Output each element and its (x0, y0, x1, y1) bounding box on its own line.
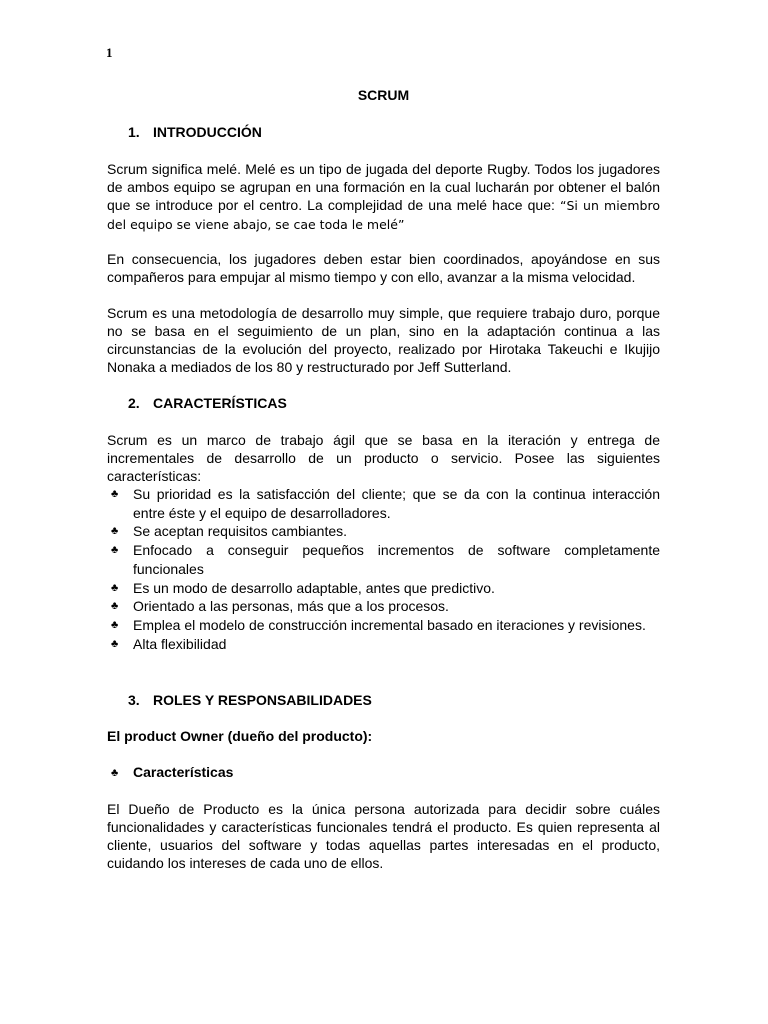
intro-text: Scrum significa melé. Melé es un tipo de jugada del deporte Rugby. Todos los jugadores de ambos equipo se agrupan en una formación en la cual lucharán por obtener el balón que se introduce por el centro. La complejidad de una melé hace que: (107, 161, 660, 213)
section-heading-introduccion (128, 124, 262, 140)
section-number: 2. (128, 395, 140, 411)
club-bullet-icon: ♣ (111, 581, 119, 594)
club-bullet-icon: ♣ (111, 637, 119, 650)
club-bullet-icon: ♣ (111, 618, 119, 631)
list-item: ♣ Alta flexibilidad (111, 635, 227, 652)
list-item: ♣ Enfocado a conseguir pequeños incrementos de software completamente funcionales (111, 542, 660, 577)
caracteristicas-list (107, 485, 660, 653)
list-item: ♣ Su prioridad es la satisfacción del cliente; que se da con la continua interacción entre éste y el equipo de desarrolladores. (111, 486, 660, 521)
caracteristicas-sub-heading: ♣ Características (111, 764, 234, 780)
intro-paragraph-3: Scrum es una metodología de desarrollo muy simple, que requiere trabajo duro, porque no se basa en el seguimiento de un plan, sino en la adaptación continua a las circunstancias de la evolución del proyecto, realizado por Hirotaka Takeuchi e Ikujijo Nonaka a mediados de los 80 y restructurado por Jeff Sutterland. (107, 305, 660, 375)
club-bullet-icon: ♣ (111, 544, 119, 557)
intro-paragraph-2: En consecuencia, los jugadores deben estar bien coordinados, apoyándose en sus compañeros para empujar al mismo tiempo y con ello, avanzar a la misma velocidad. (107, 251, 660, 285)
section-title: INTRODUCCIÓN (153, 124, 262, 140)
list-item: ♣ Se aceptan requisitos cambiantes. (111, 523, 348, 540)
list-item: ♣ Orientado a las personas, más que a los procesos. (111, 598, 449, 615)
intro-quote: “Si un miembro del equipo se viene abajo, se cae toda le melé” (107, 198, 661, 232)
intro-paragraph-1 (107, 160, 660, 234)
club-bullet-icon: ♣ (111, 488, 119, 500)
section-title: ROLES Y RESPONSABILIDADES (153, 692, 372, 708)
section-heading-caracteristicas (128, 395, 287, 411)
document-title: SCRUM (357, 87, 410, 103)
caracteristicas-intro: Scrum es un marco de trabajo ágil que se basa en la iteración y entrega de incrementales de desarrollo de un producto o servicio. Posee las siguientes características: (107, 432, 660, 484)
list-item: ♣ Emplea el modelo de construcción incremental basado en iteraciones y revisiones. (111, 616, 646, 633)
product-owner-heading: El product Owner (dueño del producto): (107, 728, 373, 744)
page-number: 1 (106, 45, 113, 60)
section-title: CARACTERÍSTICAS (153, 395, 287, 411)
club-bullet-icon: ♣ (111, 767, 119, 779)
product-owner-paragraph: El Dueño de Producto es la única persona autorizada para decidir sobre cuáles funcionalidades y características funcionales tendrá el producto. Es quien representa al cliente, usuarios del software y todas aquellas partes interesadas en el producto, cuidando los intereses de cada uno de ellos. (107, 801, 660, 871)
list-item: ♣ Es un modo de desarrollo adaptable, antes que predictivo. (111, 579, 495, 596)
club-bullet-icon: ♣ (111, 525, 119, 538)
section-number: 1. (128, 124, 140, 140)
section-heading-roles (128, 692, 372, 708)
club-bullet-icon: ♣ (111, 600, 119, 613)
section-number: 3. (128, 692, 140, 708)
